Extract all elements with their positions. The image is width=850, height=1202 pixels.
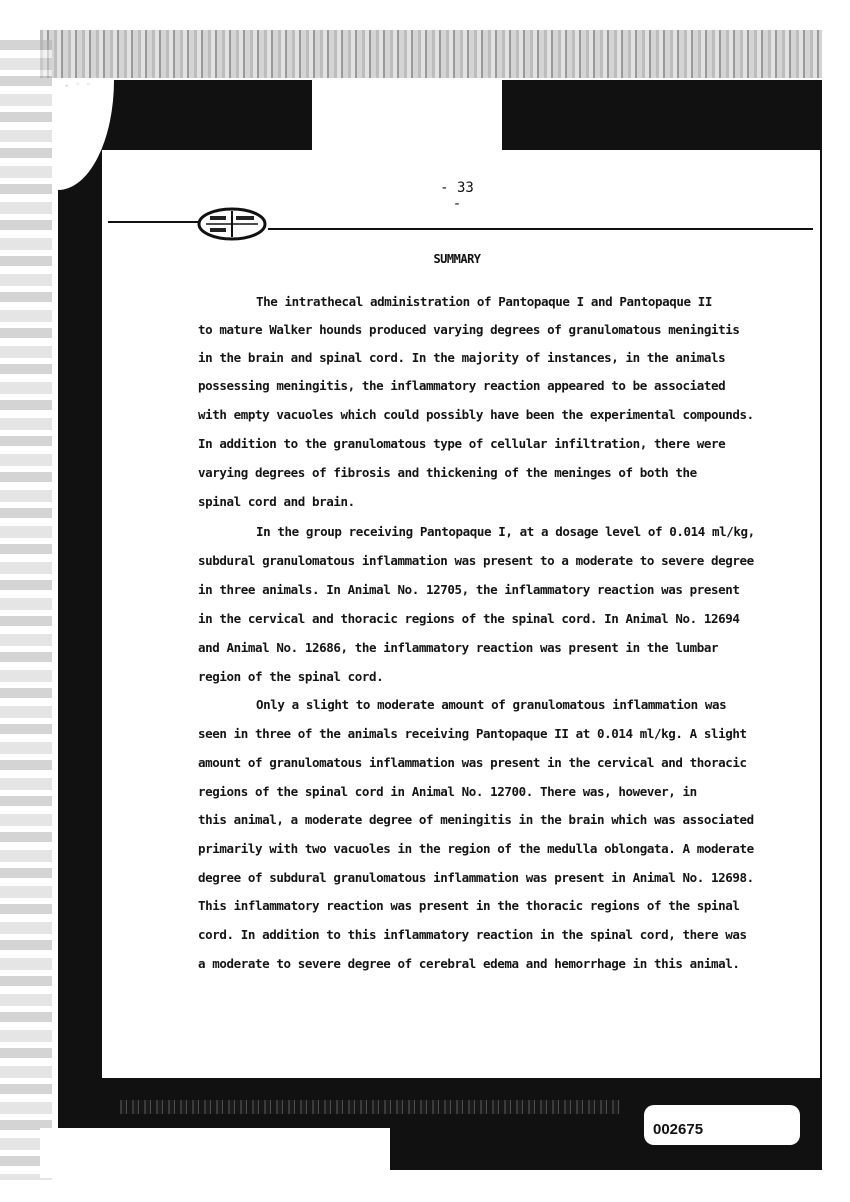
- text-line: degree of subdural granulomatous inflammation was present in Animal No. 12698.: [198, 870, 754, 885]
- text-line: primarily with two vacuoles in the region of the medulla oblongata. A moderate: [198, 841, 754, 856]
- text-line: In the group receiving Pantopaque I, at a dosage level of 0.014 ml/kg,: [256, 524, 755, 539]
- text-line: with empty vacuoles which could possibly have been the experimental compounds.: [198, 407, 754, 422]
- text-line: in the cervical and thoracic regions of the spinal cord. In Animal No. 12694: [198, 611, 740, 626]
- text-line: possessing meningitis, the inflammatory reaction appeared to be associated: [198, 378, 726, 393]
- text-line: a moderate to severe degree of cerebral edema and hemorrhage in this animal.: [198, 956, 740, 971]
- text-line: to mature Walker hounds produced varying degrees of granulomatous meningitis: [198, 322, 740, 337]
- text-line: regions of the spinal cord in Animal No. 12700. There was, however, in: [198, 784, 697, 799]
- text-line: In addition to the granulomatous type of cellular infiltration, there were: [198, 436, 726, 451]
- header-rule-right: [268, 228, 813, 230]
- scan-noise: [120, 1100, 620, 1114]
- text-line: amount of granulomatous inflammation was present in the cervical and thoracic: [198, 755, 747, 770]
- text-line: seen in three of the animals receiving Pantopaque II at 0.014 ml/kg. A slight: [198, 726, 747, 741]
- text-line: in three animals. In Animal No. 12705, the inflammatory reaction was present: [198, 582, 740, 597]
- scan-border-bottom: [40, 1128, 390, 1178]
- text-line: Only a slight to moderate amount of granulomatous inflammation was: [256, 697, 727, 712]
- text-line: spinal cord and brain.: [198, 494, 355, 509]
- text-line: region of the spinal cord.: [198, 669, 384, 684]
- text-line: subdural granulomatous inflammation was present to a moderate to severe degree: [198, 553, 754, 568]
- summary-heading: SUMMARY: [433, 252, 481, 266]
- text-line: this animal, a moderate degree of meningitis in the brain which was associated: [198, 812, 754, 827]
- scan-border-top: [40, 30, 822, 78]
- text-line: This inflammatory reaction was present in the thoracic regions of the spinal: [198, 898, 740, 913]
- document-id-label: 002675: [644, 1105, 800, 1145]
- text-line: varying degrees of fibrosis and thickening of the meninges of both the: [198, 465, 697, 480]
- text-line: and Animal No. 12686, the inflammatory reaction was present in the lumbar: [198, 640, 719, 655]
- text-line: The intrathecal administration of Pantopaque I and Pantopaque II: [256, 294, 713, 309]
- page-number: - 33 -: [440, 180, 474, 212]
- text-line: in the brain and spinal cord. In the majority of instances, in the animals: [198, 350, 726, 365]
- header-rule-left: [108, 221, 198, 223]
- corner-marks: • ° °: [64, 82, 92, 92]
- scan-border-left: [0, 40, 52, 1180]
- film-frame-notch: [312, 80, 502, 150]
- stamp-icon: [196, 206, 268, 242]
- text-line: cord. In addition to this inflammatory reaction in the spinal cord, there was: [198, 927, 747, 942]
